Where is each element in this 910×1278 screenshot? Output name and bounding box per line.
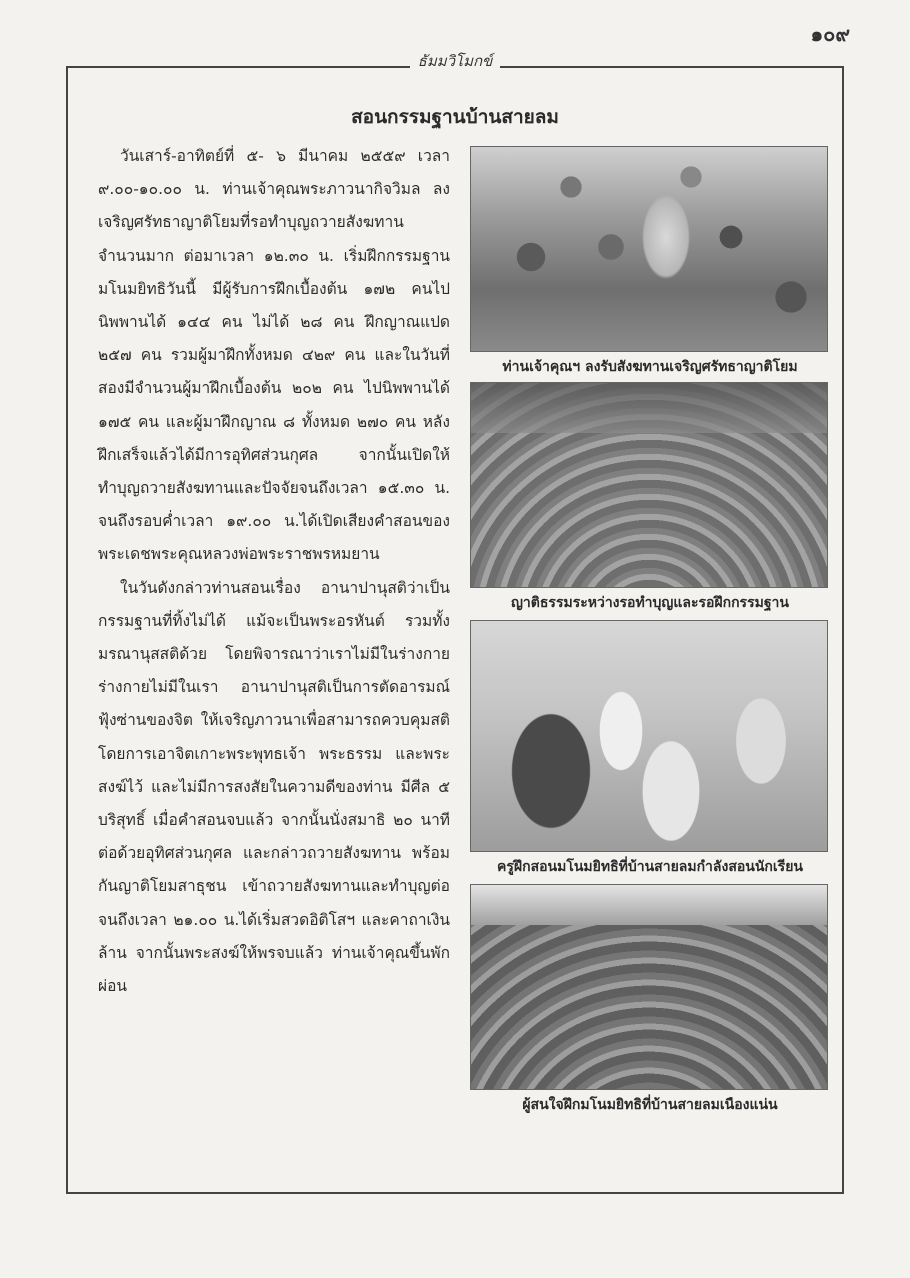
photo-block-4 [470, 884, 830, 1118]
running-header-text: ธัมมวิโมกข์ [410, 52, 501, 70]
photo-caption-3: ครูฝึกสอนมโนมยิทธิที่บ้านสายลมกำลังสอนนักเรียน [497, 859, 803, 875]
photo-block-3 [470, 620, 830, 880]
photo-caption-4: ผู้สนใจฝึกมโนมยิทธิที่บ้านสายลมเนืองแน่น [522, 1097, 778, 1113]
photo-teaching [470, 620, 828, 852]
photo-hall-crowd [470, 884, 828, 1090]
photo-crowd-waiting [470, 382, 828, 588]
photo-column [470, 146, 830, 1118]
photo-ceremony [470, 146, 828, 352]
photo-block-1 [470, 146, 830, 380]
article-title: สอนกรรมฐานบ้านสายลม [351, 106, 559, 128]
photo-block-2 [470, 382, 830, 616]
body-paragraph-2: ในวันดังกล่าวท่านสอนเรื่อง อานาปานุสติว่าเป็นกรรมฐานที่ทิ้งไม่ได้ แม้จะเป็นพระอรหันต์ รวมทั้งมรณานุสสติด้วย โดยพิจารณาว่าเราไม่มีในร่างกาย ร่างกายไม่มีในเรา อานาปานุสติเป็นการตัดอารมณ์ฟุ้งซ่านของจิต ให้เจริญภาวนาเพื่อสามารถควบคุมสติ โดยการเอาจิตเกาะพระพุทธเจ้า พระธรรม และพระสงฆ์ไว้ และไม่มีการสงสัยในความดีของท่าน มีศีล ๕ บริสุทธิ์ เมื่อคำสอนจบแล้ว จากนั้นนั่งสมาธิ ๒๐ นาที ต่อด้วยอุทิศส่วนกุศล และกล่าวถวายสังฆทาน พร้อมกันญาติโยมสาธุชน เข้าถวายสังฆทานและทำบุญต่อ จนถึงเวลา ๒๑.๐๐ น.ได้เริ่มสวดอิติโสฯ และคาถาเงินล้าน จากนั้นพระสงฆ์ให้พรจบแล้ว ท่านเจ้าคุณขึ้นพักผ่อน [98, 578, 450, 996]
page-number: ๑๐๙ [810, 22, 850, 46]
running-header [0, 49, 910, 73]
article-body [98, 140, 450, 1003]
photo-caption-1: ท่านเจ้าคุณฯ ลงรับสังฆทานเจริญศรัทธาญาติโยม [502, 359, 798, 375]
photo-caption-2: ญาติธรรมระหว่างรอทำบุญและรอฝึกกรรมฐาน [511, 595, 789, 611]
body-paragraph-1: วันเสาร์-อาทิตย์ที่ ๕- ๖ มีนาคม ๒๕๕๙ เวลา ๙.๐๐-๑๐.๐๐ น. ท่านเจ้าคุณพระภาวนากิจวิมล ลงเจริญศรัทธาญาติโยมที่รอทำบุญถวายสังฆทาน จำนวนมาก ต่อมาเวลา ๑๒.๓๐ น. เริ่มฝึกกรรมฐานมโนมยิทธิวันนี้ มีผู้รับการฝึกเบื้องต้น ๑๗๒ คนไปนิพพานได้ ๑๔๔ คน ไม่ได้ ๒๘ คน ฝึกญาณแปด ๒๕๗ คน รวมผู้มาฝึกทั้งหมด ๔๒๙ คน และในวันที่สองมีจำนวนผู้มาฝึกเบื้องต้น ๒๐๒ คน ไปนิพพานได้ ๑๗๕ คน และผู้มาฝึกญาณ ๘ ทั้งหมด ๒๗๐ คน หลังฝึกเสร็จแล้วได้มีการอุทิศส่วนกุศล จากนั้นเปิดให้ทำบุญถวายสังฆทานและปัจจัยจนถึงเวลา ๑๕.๓๐ น. จนถึงรอบค่ำเวลา ๑๙.๐๐ น.ได้เปิดเสียงคำสอนของพระเดชพระคุณหลวงพ่อพระราชพรหมยาน [98, 147, 450, 564]
